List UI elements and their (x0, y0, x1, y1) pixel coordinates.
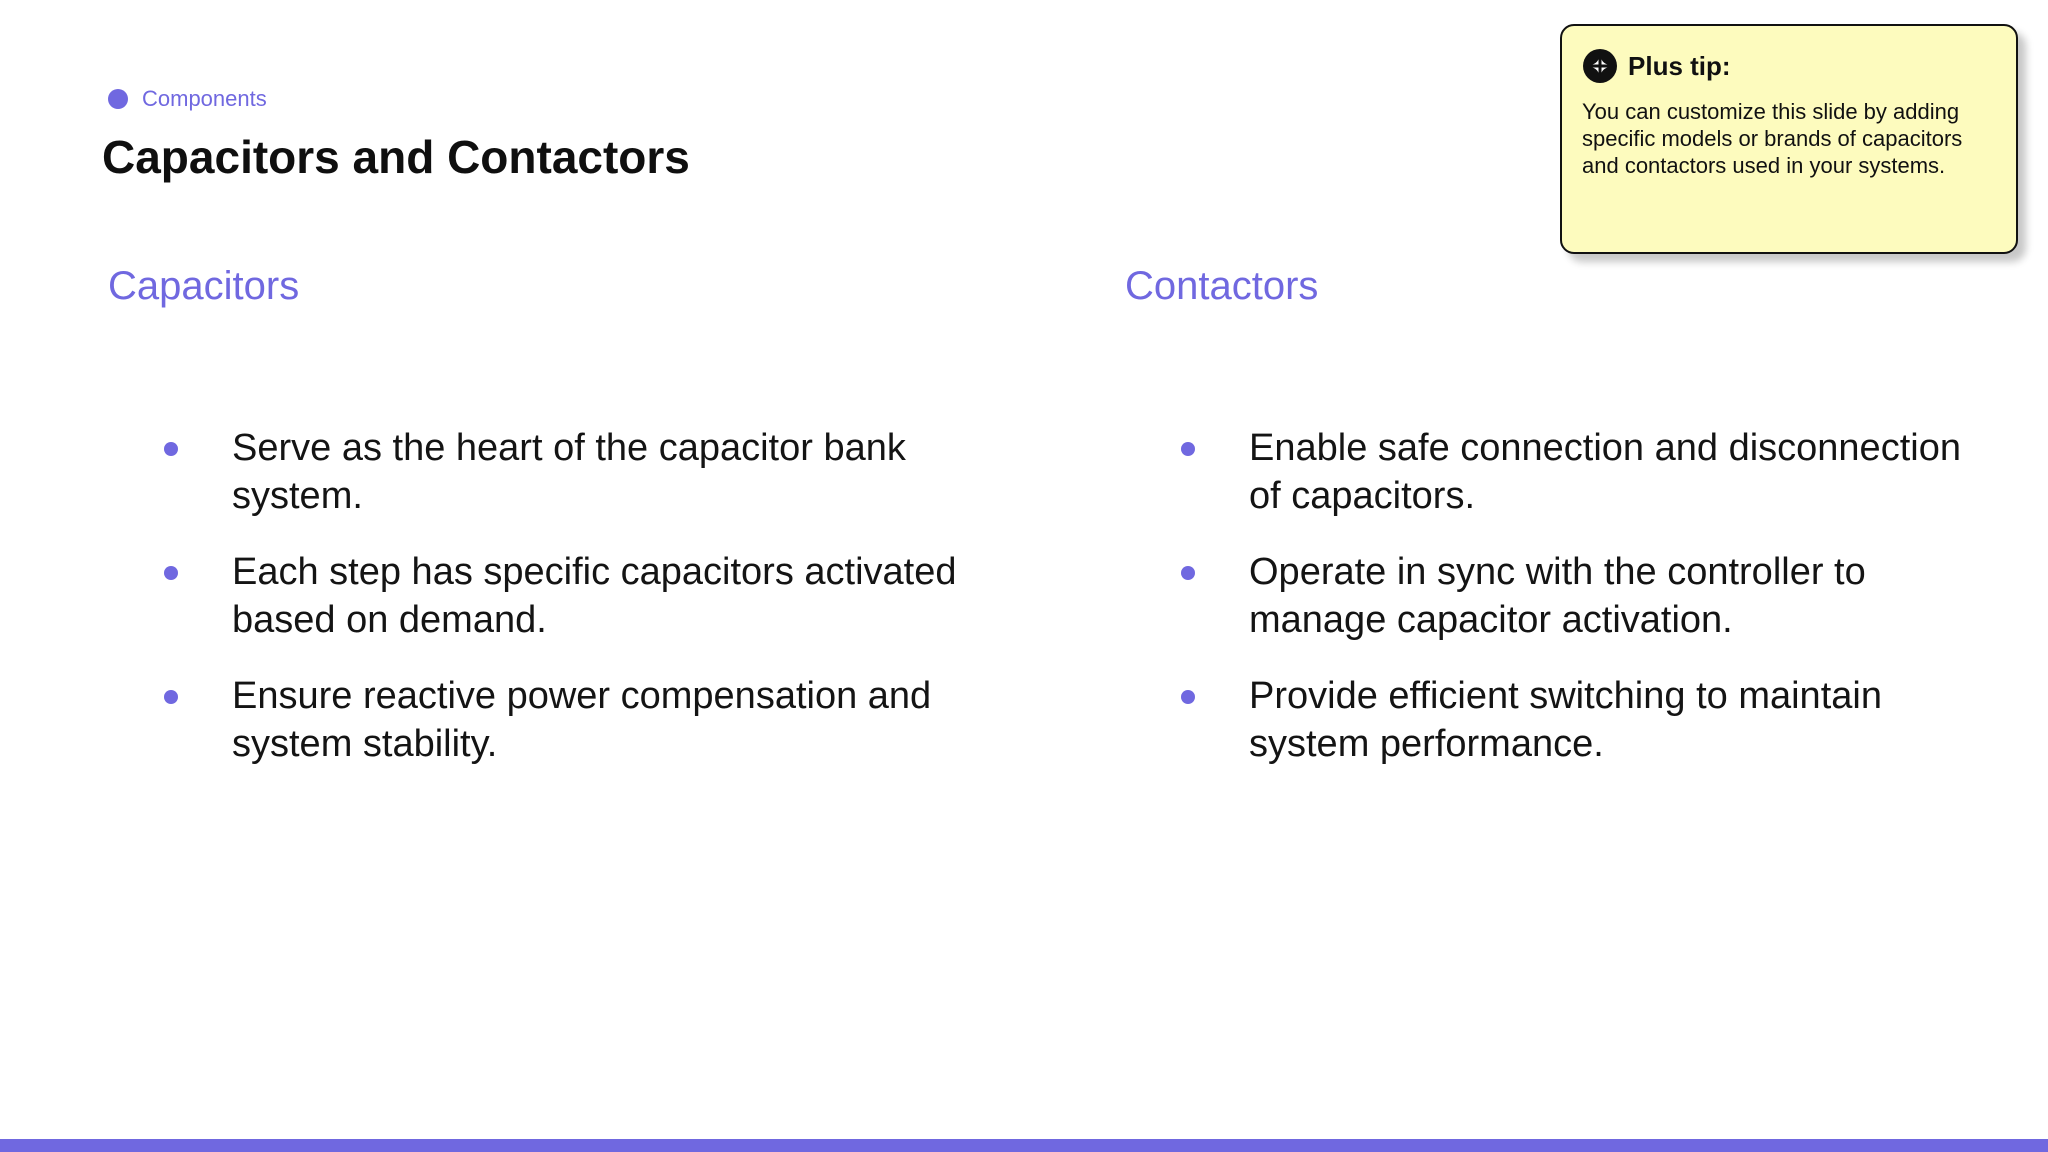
bullet-dot (164, 690, 178, 704)
bottom-accent-bar (0, 1139, 2048, 1152)
tip-title: Plus tip: (1628, 50, 1731, 81)
page-title: Capacitors and Contactors (102, 131, 690, 183)
bullet-item (160, 424, 980, 520)
plus-tip-icon (1582, 48, 1618, 84)
contactors-heading: Contactors (1125, 264, 1319, 308)
bullet-text: Ensure reactive power compensation and system stability. (232, 675, 932, 765)
bullet-text: Enable safe connection and disconnection of capacitors. (1249, 427, 1961, 517)
eyebrow-dot (108, 89, 128, 109)
bullet-item (1177, 548, 1997, 644)
capacitors-column (108, 262, 1008, 765)
bullet-item (1177, 672, 1997, 768)
eyebrow-label: Components (142, 86, 267, 111)
bullet-dot (164, 442, 178, 456)
bullet-item (1177, 424, 1997, 520)
bullet-dot (1181, 690, 1195, 704)
plus-tip-card (1560, 24, 2018, 254)
capacitors-heading: Capacitors (108, 264, 300, 308)
tip-header (1582, 48, 1996, 84)
tip-body: You can customize this slide by adding specific models or brands of capacitors and contactors used in your systems. (1582, 99, 1963, 178)
bullet-text: Each step has specific capacitors activated based on demand. (232, 551, 957, 641)
capacitors-bullet-list (160, 424, 980, 796)
bullet-dot (164, 566, 178, 580)
section-eyebrow (108, 88, 267, 110)
bullet-dot (1181, 566, 1195, 580)
bullet-text: Operate in sync with the controller to manage capacitor activation. (1249, 551, 1866, 641)
contactors-column (1125, 262, 2025, 765)
contactors-bullet-list (1177, 424, 1997, 796)
bullet-text: Serve as the heart of the capacitor bank system. (232, 427, 906, 517)
bullet-item (160, 672, 980, 768)
bullet-text: Provide efficient switching to maintain system performance. (1249, 675, 1882, 765)
bullet-dot (1181, 442, 1195, 456)
bullet-item (160, 548, 980, 644)
